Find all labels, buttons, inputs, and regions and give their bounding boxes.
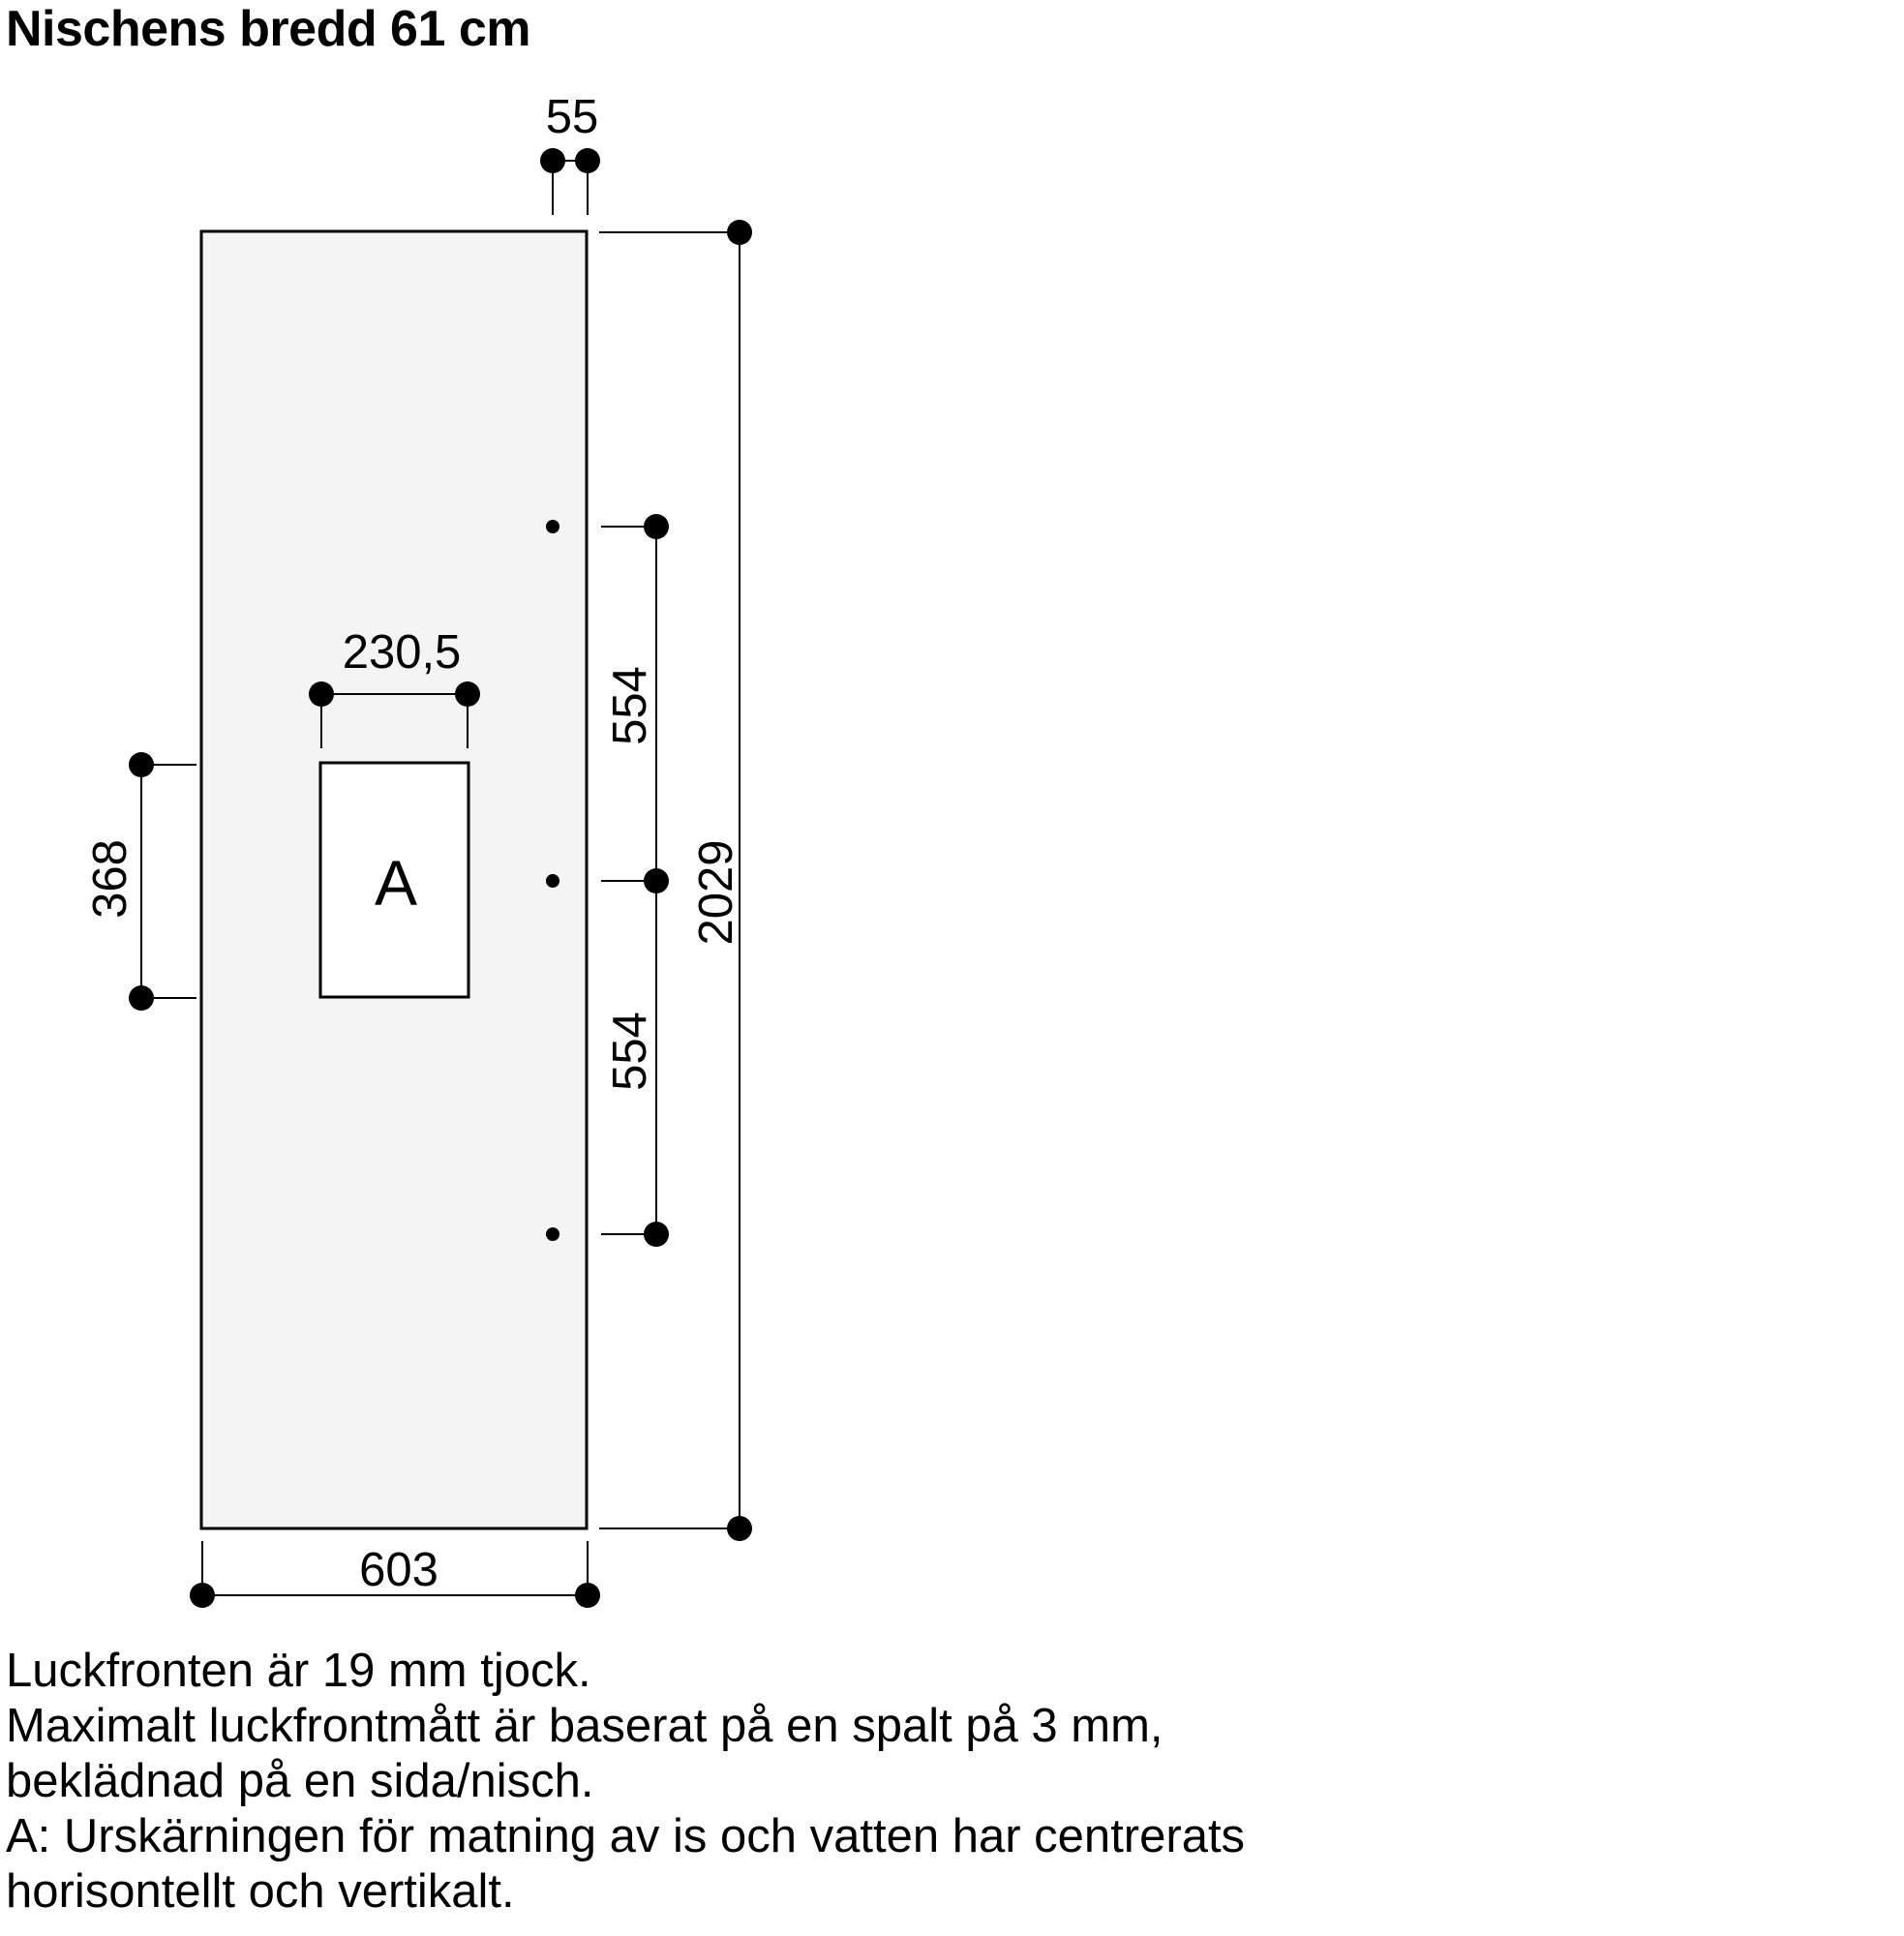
- dimension-lower-spacing-value: 554: [604, 1012, 656, 1091]
- dimension-top-offset-value: 55: [545, 91, 599, 143]
- dimension-hinge-spacing: [601, 514, 669, 1247]
- hinge-point-top: [546, 520, 559, 533]
- note-line: Luckfronten är 19 mm tjock.: [6, 1645, 591, 1697]
- note-line: beklädnad på en sida/nisch.: [6, 1755, 594, 1807]
- hinge-point-middle: [546, 874, 559, 888]
- page-title: Nischens bredd 61 cm: [6, 1, 530, 57]
- notes: [6, 1644, 1245, 1920]
- dimension-panel-width-value: 603: [359, 1544, 438, 1596]
- dimension-total-height-value: 2029: [690, 839, 742, 946]
- dimension-upper-spacing-value: 554: [604, 666, 656, 745]
- dimension-cutout-width-value: 230,5: [342, 626, 462, 679]
- cutout-a-label: A: [374, 847, 418, 919]
- hinge-point-bottom: [546, 1227, 559, 1241]
- note-line: Maximalt luckfrontmått är baserat på en spalt på 3 mm,: [6, 1700, 1164, 1752]
- dimension-top-offset: [540, 148, 600, 215]
- dimension-cutout-height-value: 368: [84, 839, 136, 919]
- dimension-cutout-height: [129, 752, 196, 1011]
- note-line: horisontellt och vertikalt.: [6, 1865, 515, 1918]
- note-line: A: Urskärningen för matning av is och vatten har centrerats: [6, 1810, 1246, 1862]
